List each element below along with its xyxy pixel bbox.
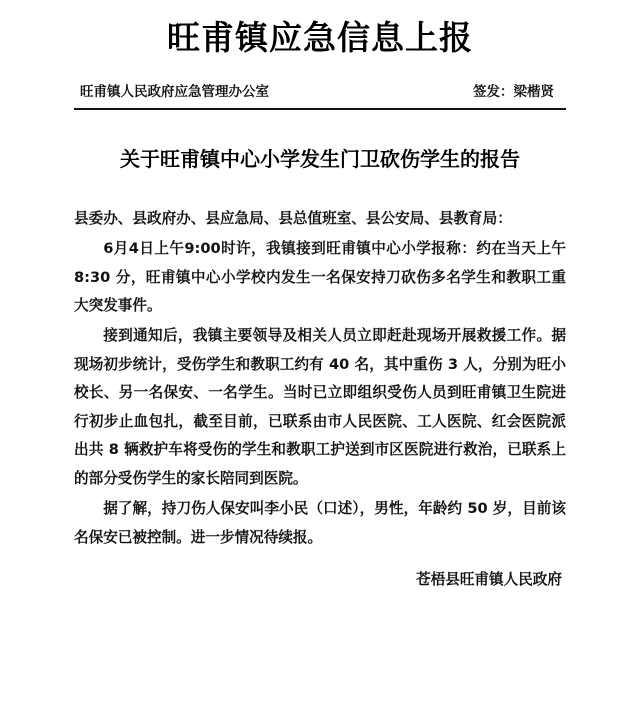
body-paragraph-3: 据了解，持刀伤人保安叫李小民（口述），男性，年龄约 50 岁，目前该名保安已被控制。进一步情况待续报。 (74, 500, 566, 546)
document-title: 旺甫镇应急信息上报 (167, 18, 473, 57)
signer-label: 签发：梁楷贤 (473, 83, 554, 100)
header-divider (74, 108, 566, 110)
document-signature: 苍梧县旺甫镇人民政府 (416, 571, 562, 589)
body-paragraph-2: 接到通知后，我镇主要领导及相关人员立即赶赴现场开展救援工作。据现场初步统计，受伤学生和教职工约有 40 名，其中重伤 3 人，分别为旺小校长、另一名保安、一名学生。当时已立即组织受伤人员到旺甫镇卫生院进行初步止血包扎，截至目前，已联系由市人民医院、工人医院、红会医院派出共 8 辆救护车将受伤的学生和教职工护送到市区医院进行救治，已联系上的部分受伤学生的家长陪同到医院。 (74, 327, 566, 487)
document-header-meta (74, 80, 566, 108)
document-page (0, 18, 640, 714)
recipients-line: 县委办、县政府办、县应急局、县总值班室、县公安局、县教育局： (74, 209, 512, 227)
body-paragraph-1: 6月4日上午9:00时许，我镇接到旺甫镇中心小学报称：约在当天上午 8:30 分，旺甫镇中心小学校内发生一名保安持刀砍伤多名学生和教职工重大突发事件。 (74, 240, 566, 314)
document-body (74, 205, 566, 552)
document-subject: 关于旺甫镇中心小学发生门卫砍伤学生的报告 (120, 146, 520, 171)
issuing-office: 旺甫镇人民政府应急管理办公室 (80, 83, 269, 100)
